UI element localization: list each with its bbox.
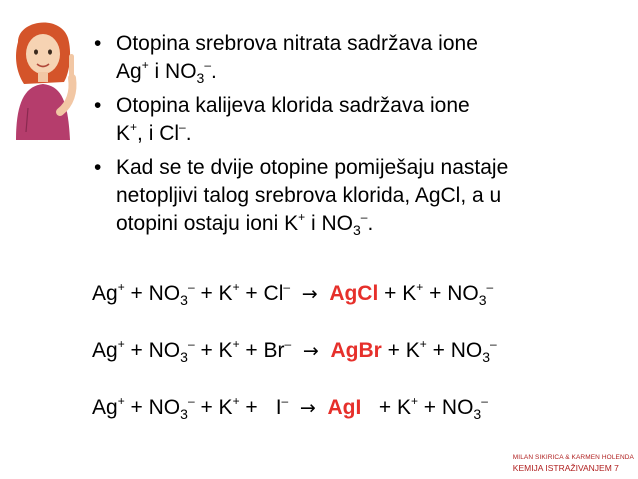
charge-superscript: + <box>232 394 240 408</box>
ion-text: + NO <box>423 282 479 305</box>
charge-superscript: + <box>130 120 138 134</box>
ion-text: + K <box>378 282 417 305</box>
equation-agbr <box>92 339 497 363</box>
subscript: 3 <box>196 70 205 86</box>
charge-superscript: – <box>204 58 212 72</box>
bullet-text-line: Kad se te dvije otopine pomiješaju nastaje <box>116 156 509 179</box>
subscript: 3 <box>473 406 482 422</box>
bullet-text-line: Otopina kalijeva klorida sadržava ione <box>116 94 470 117</box>
charge-superscript: + <box>298 210 306 224</box>
charge-superscript: + <box>141 58 149 72</box>
ion-text: + NO <box>417 396 474 419</box>
charge-superscript: + <box>410 394 418 408</box>
charge-superscript: – <box>486 280 494 294</box>
ion-text: + NO <box>426 339 483 362</box>
ion-text: Ag <box>92 339 118 362</box>
equation-agi <box>92 396 488 420</box>
subscript: 3 <box>482 349 491 365</box>
punctuation: . <box>185 122 192 145</box>
bullet-marker: • <box>94 156 102 179</box>
charge-superscript: + <box>117 337 125 351</box>
bullet-marker: • <box>94 32 102 55</box>
ion-text: Ag <box>116 60 142 83</box>
bullet-text-line: otopini ostaju ioni K <box>116 212 299 235</box>
bullet-marker: • <box>94 94 102 117</box>
charge-superscript: – <box>187 337 195 351</box>
charge-superscript: – <box>283 280 291 294</box>
charge-superscript: – <box>481 394 488 408</box>
charge-superscript: – <box>284 337 292 351</box>
precipitate-product: AgCl <box>329 282 379 305</box>
footer-credit <box>513 454 634 473</box>
ion-text: , i Cl <box>137 122 180 145</box>
ion-text: + K <box>194 396 233 419</box>
charge-superscript: – <box>490 337 497 351</box>
bullet-item-silver-nitrate <box>92 30 622 86</box>
footer-book-title: KEMIJA ISTRAŽIVANJEM 7 <box>512 463 619 473</box>
subscript: 3 <box>478 292 487 308</box>
ion-text: + K <box>381 339 420 362</box>
bullet-item-potassium-chloride <box>92 92 622 148</box>
reaction-arrow-icon: → <box>299 397 316 419</box>
charge-superscript: + <box>117 394 125 408</box>
charge-superscript: – <box>360 210 368 224</box>
punctuation: . <box>367 212 374 235</box>
footer-authors: MILAN SIKIRICA & KARMEN HOLENDA <box>512 454 634 461</box>
subscript: 3 <box>180 292 188 308</box>
punctuation: . <box>211 60 217 83</box>
ion-text: + Br <box>239 339 285 362</box>
subscript: 3 <box>180 406 188 422</box>
charge-superscript: + <box>416 280 424 294</box>
bullet-text-line: netopljivi talog srebrova klorida, AgCl, a u <box>116 184 502 207</box>
charge-superscript: + <box>117 280 125 294</box>
reaction-arrow-icon: → <box>301 283 318 305</box>
ion-text: + <box>239 396 258 419</box>
ion-text: + NO <box>124 339 181 362</box>
ion-text: + K <box>378 396 411 419</box>
ion-text: i NO <box>305 212 353 235</box>
charge-superscript: – <box>281 394 289 408</box>
ion-text: K <box>116 122 131 145</box>
bullet-list <box>92 30 622 244</box>
equation-agcl <box>92 282 493 306</box>
charge-superscript: + <box>419 337 427 351</box>
bullet-text-line: Otopina srebrova nitrata sadržava ione <box>116 32 478 55</box>
subscript: 3 <box>352 222 361 238</box>
ion-text: + NO <box>124 282 181 305</box>
charge-superscript: + <box>232 337 240 351</box>
ion-text: + K <box>194 339 233 362</box>
reaction-arrow-icon: → <box>302 340 319 362</box>
charge-superscript: – <box>187 394 195 408</box>
ion-text: + Cl <box>239 282 284 305</box>
ion-text: Ag <box>92 396 118 419</box>
girl-pointing-finger-icon <box>8 12 84 142</box>
charge-superscript: + <box>232 280 240 294</box>
subscript: 3 <box>180 349 188 365</box>
ion-text: + K <box>194 282 233 305</box>
ion-text: + NO <box>124 396 181 419</box>
ion-text: I <box>275 396 282 419</box>
charge-superscript: – <box>187 280 195 294</box>
ion-text: Ag <box>92 282 118 305</box>
ion-text: i NO <box>148 60 197 83</box>
charge-superscript: – <box>179 120 186 134</box>
bullet-item-precipitate <box>92 154 622 238</box>
precipitate-product: AgI <box>327 396 362 419</box>
precipitate-product: AgBr <box>330 339 382 362</box>
